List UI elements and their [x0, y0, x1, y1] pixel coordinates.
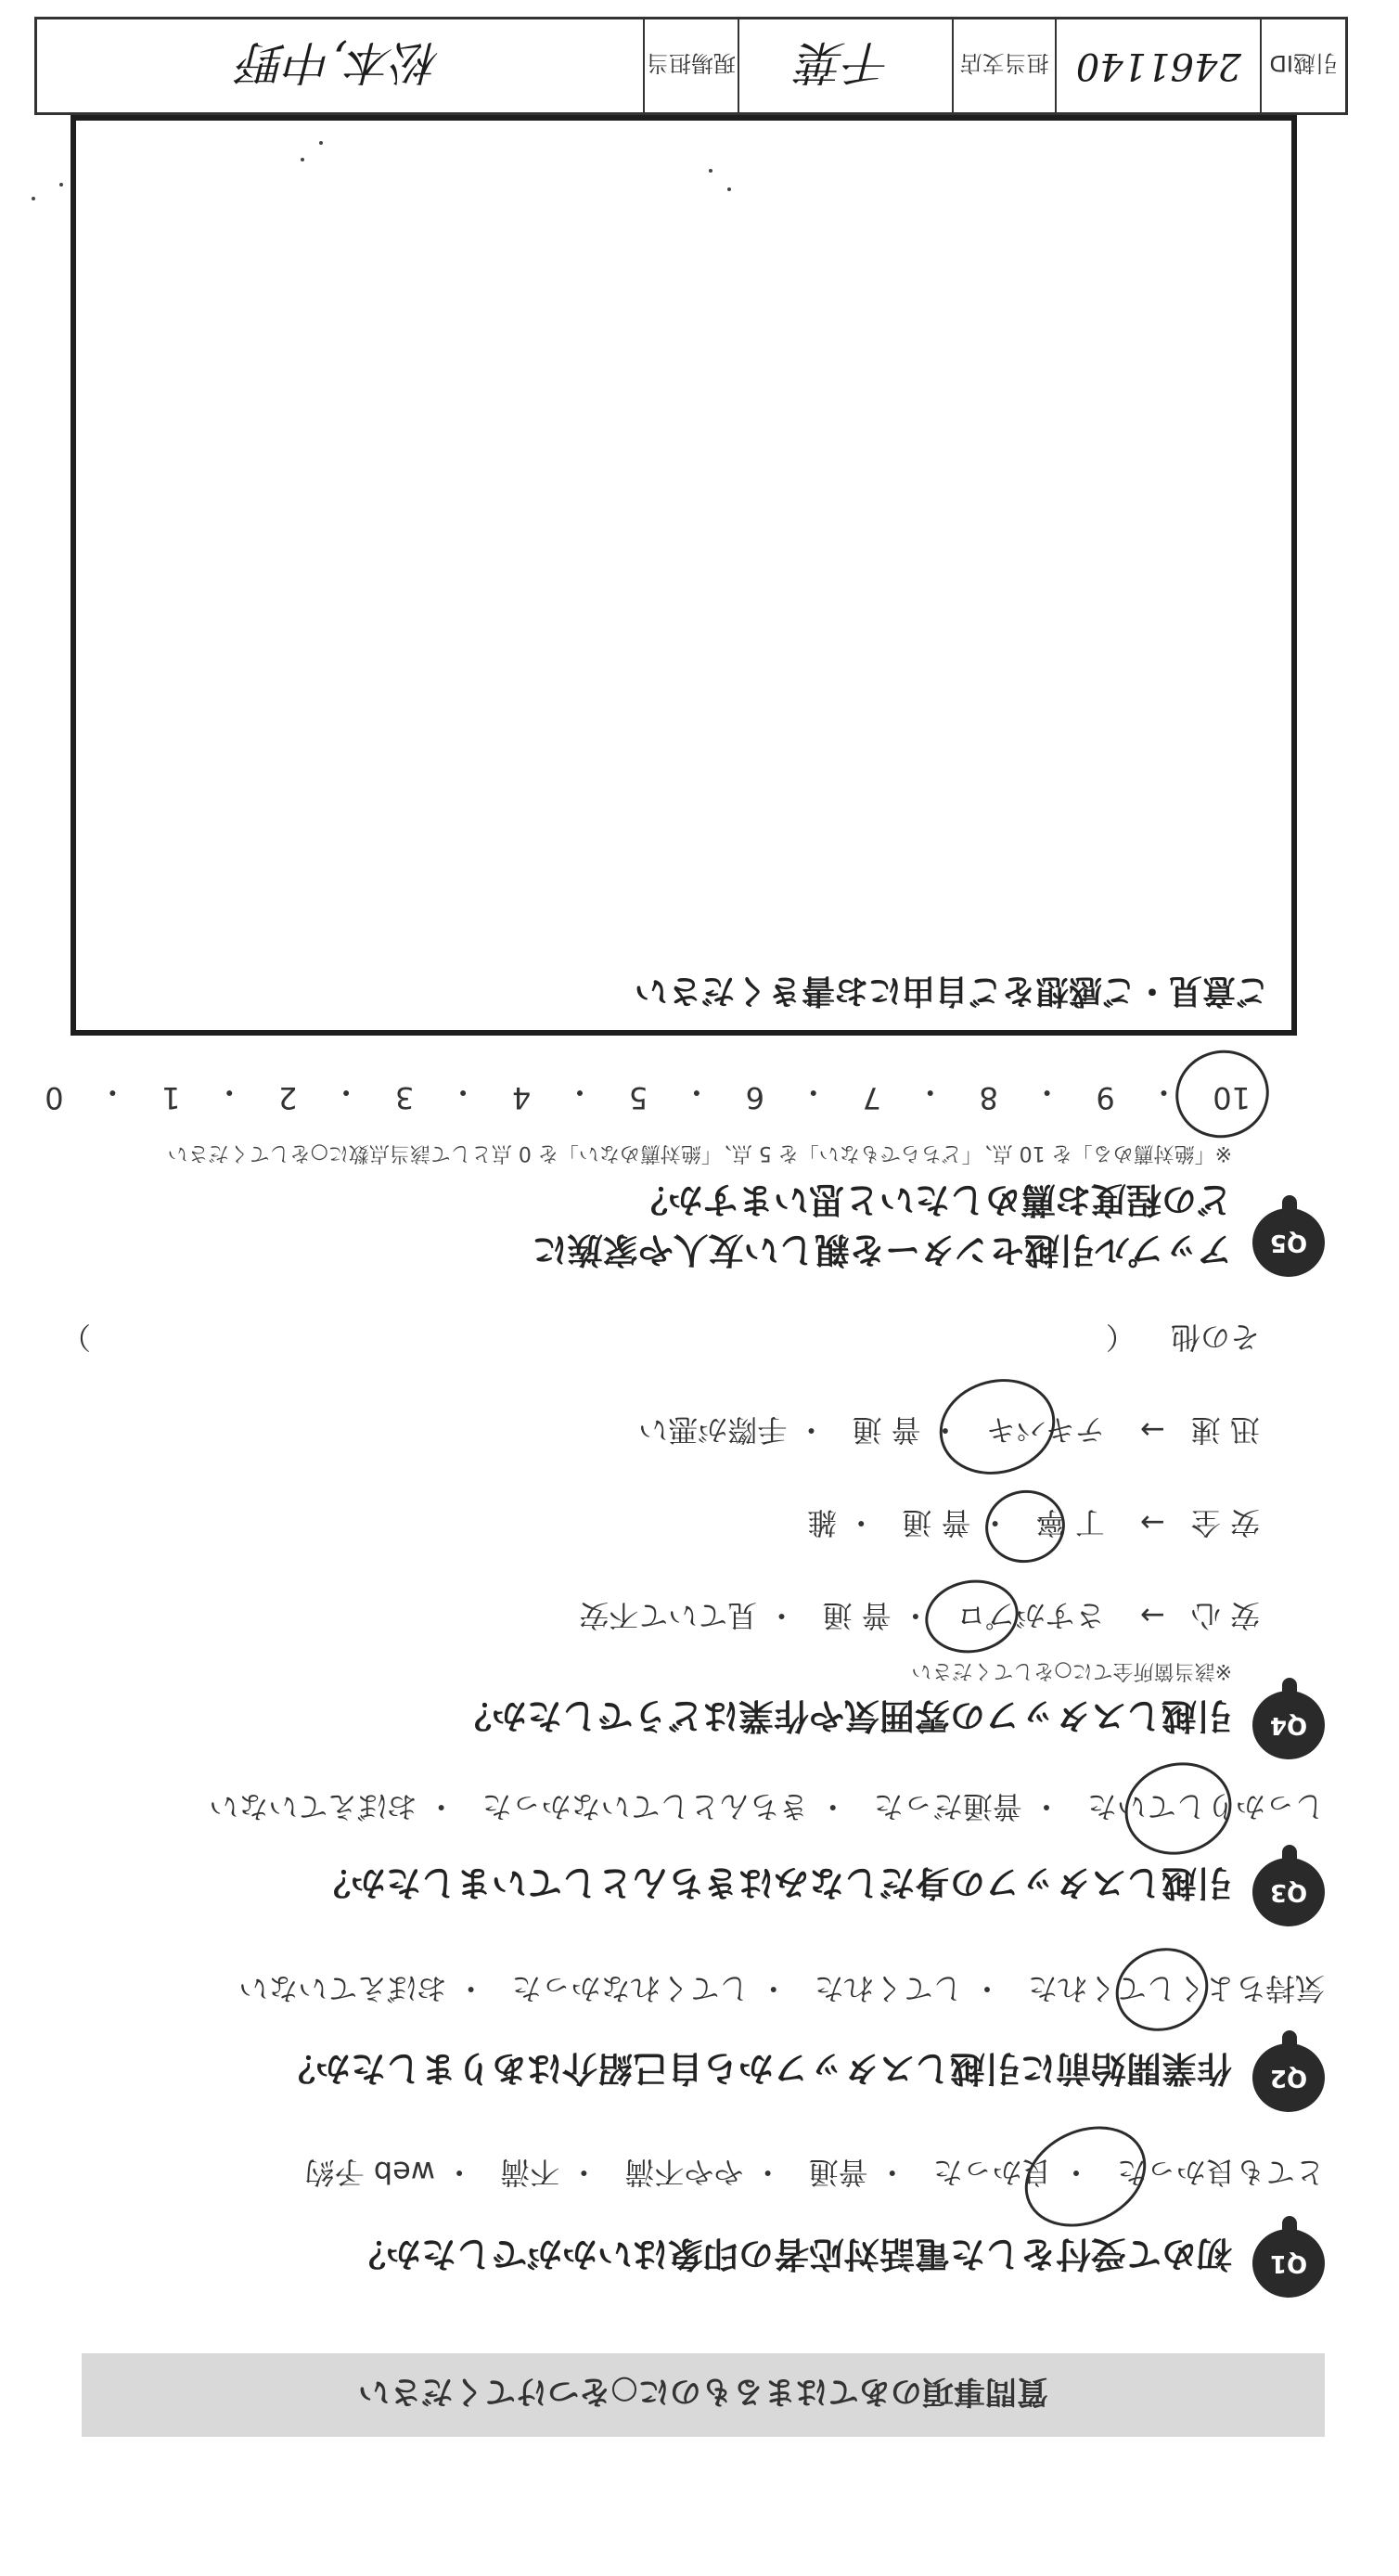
q2-option[interactable]: 気持ちよくしてくれた: [1027, 1971, 1325, 2006]
q2-options: 気持ちよくしてくれた・ してくれた・ してくれなかった・ おぼえていない: [238, 1971, 1325, 2006]
q5-score[interactable]: 9: [1096, 1080, 1115, 1115]
q4-option[interactable]: さすがプロ: [956, 1598, 1105, 1633]
q3-option[interactable]: しっかりしていた: [1086, 1789, 1325, 1824]
header-table: [34, 17, 1348, 115]
branch-value[interactable]: 千葉: [738, 19, 952, 112]
q4-row-relief: 安 心→ さすがプロ・ 普 通・ 見ていて不安: [579, 1598, 1260, 1633]
q4-other-open: （: [1105, 1320, 1136, 1355]
q5-score[interactable]: 1: [161, 1080, 181, 1115]
q2-selection-circle: [1104, 1935, 1220, 2043]
q5-score[interactable]: 0: [45, 1080, 64, 1115]
q5-selection-circle: [1166, 1040, 1279, 1149]
q4-option[interactable]: 見ていて不安: [579, 1598, 758, 1633]
speck: [301, 158, 304, 161]
q5-score[interactable]: 4: [511, 1080, 532, 1115]
q5-score[interactable]: 6: [745, 1080, 765, 1115]
q3-option[interactable]: おぼえていない: [209, 1789, 417, 1824]
q4-option[interactable]: 丁 寧: [1035, 1505, 1105, 1540]
q3-option[interactable]: 普通だった: [873, 1789, 1022, 1824]
q3-options: しっかりしていた・ 普通だった・ きちんとしていなかった・ おぼえていない: [209, 1789, 1325, 1824]
q3-option[interactable]: きちんとしていなかった: [481, 1789, 809, 1824]
q1-badge: Q1: [1252, 2229, 1325, 2298]
arrow-icon: →: [1140, 1505, 1165, 1540]
q1-question: 初めて受付をした電話対応者の印象はいかがでしたか？: [350, 2234, 1232, 2274]
q4-question: 引越しスタッフの雰囲気や作業はどうでしたか？: [456, 1695, 1232, 1736]
q2-badge: Q2: [1252, 2043, 1325, 2112]
speck: [32, 197, 35, 200]
q5-score[interactable]: 8: [979, 1080, 998, 1115]
speck: [319, 141, 323, 145]
q3-selection-circle: [1114, 1751, 1241, 1867]
q4-badge: Q4: [1252, 1691, 1325, 1759]
q2-option[interactable]: してくれた: [814, 1971, 963, 2006]
q4-option[interactable]: 普 通: [822, 1598, 892, 1633]
q5-score[interactable]: 7: [862, 1080, 881, 1115]
q1-options: とても良かった・ 良かった・ 普通・ やや不満・ 不満・ web 予約: [304, 2155, 1325, 2190]
q3-question: 引越しスタッフの身だしなみはきちんとしていましたか？: [314, 1862, 1232, 1903]
id-value[interactable]: 2461140: [1055, 19, 1260, 112]
speck: [727, 187, 731, 191]
q4-row-label: 安 心: [1190, 1598, 1260, 1633]
q4-row-speed: 迅 速→ テキパキ・ 普 通・ 手際が悪い: [638, 1412, 1260, 1448]
staff-label: 現場担当: [643, 19, 738, 112]
q2-option[interactable]: してくれなかった: [511, 1971, 750, 2006]
q4-safety-selection-circle: [980, 1484, 1071, 1569]
id-label: 引越ID: [1260, 19, 1345, 112]
q3-badge: Q3: [1252, 1858, 1325, 1926]
q1-selection-circle: [1008, 2107, 1162, 2246]
q1-option[interactable]: やや不満: [624, 2155, 744, 2190]
staff-value[interactable]: 松本,中野: [239, 35, 441, 89]
q4-option[interactable]: 雑: [807, 1505, 838, 1540]
q4-option[interactable]: テキパキ: [985, 1412, 1105, 1448]
q4-row-safety: 安 全→ 丁 寧・ 普 通・ 雑: [807, 1505, 1260, 1540]
q4-option[interactable]: 普 通: [852, 1412, 921, 1448]
instruction-banner: 質問事項のあてはまるものに○をつけてください: [82, 2353, 1325, 2437]
q4-speed-selection-circle: [929, 1366, 1066, 1487]
comment-box[interactable]: [71, 115, 1297, 1036]
q4-other: [54, 1318, 1260, 1360]
branch-label: 担当支店: [952, 19, 1056, 112]
speck: [59, 183, 63, 187]
q4-relief-selection-circle: [919, 1573, 1024, 1660]
q4-option[interactable]: 手際が悪い: [638, 1412, 788, 1448]
q5-score[interactable]: 10: [1213, 1080, 1251, 1115]
q5-score[interactable]: 5: [628, 1080, 648, 1115]
q5-score[interactable]: 2: [278, 1080, 298, 1115]
comment-label: ご意見・ご感想をご自由にお書きください: [634, 972, 1269, 1010]
q5-note: ※「絶対薦める」を 10 点、「どちらでもない」を 5 点、「絶対薦めない」を 0 点として該当点数に○をしてください: [167, 1141, 1232, 1165]
q1-option[interactable]: web 予約: [304, 2155, 435, 2190]
q4-note: ※該当箇所全てに○をしてください: [911, 1659, 1232, 1682]
q5-score[interactable]: 3: [394, 1080, 415, 1115]
q2-option[interactable]: おぼえていない: [238, 1971, 447, 2006]
q2-question: 作業開始前に引越しスタッフから自己紹介はありましたか？: [279, 2048, 1232, 2089]
arrow-icon: →: [1140, 1412, 1165, 1448]
q1-option[interactable]: 普通: [808, 2155, 868, 2190]
q4-row-label: 安 全: [1190, 1505, 1260, 1540]
speck: [709, 169, 712, 173]
q4-other-label: その他: [1170, 1320, 1260, 1355]
q1-option[interactable]: とても良かった: [1116, 2155, 1325, 2190]
q5-question-line2: どの程度お薦めしたいと思いますか？: [632, 1179, 1232, 1220]
q4-option[interactable]: 普 通: [902, 1505, 971, 1540]
q5-badge: Q5: [1252, 1208, 1325, 1277]
q1-option[interactable]: 不満: [500, 2155, 560, 2190]
q5-question-line1: アップル引越センターを親しい友人や家族に: [532, 1230, 1232, 1270]
arrow-icon: →: [1140, 1598, 1165, 1633]
q5-scale: 10 ・ 9 ・ 8 ・ 7 ・ 6 ・ 5 ・ 4 ・ 3 ・ 2 ・ 1 ・ 0: [45, 1075, 1251, 1115]
q4-other-close: ）: [60, 1320, 91, 1355]
q1-option[interactable]: 良かった: [932, 2155, 1052, 2190]
q4-row-label: 迅 速: [1190, 1412, 1260, 1448]
